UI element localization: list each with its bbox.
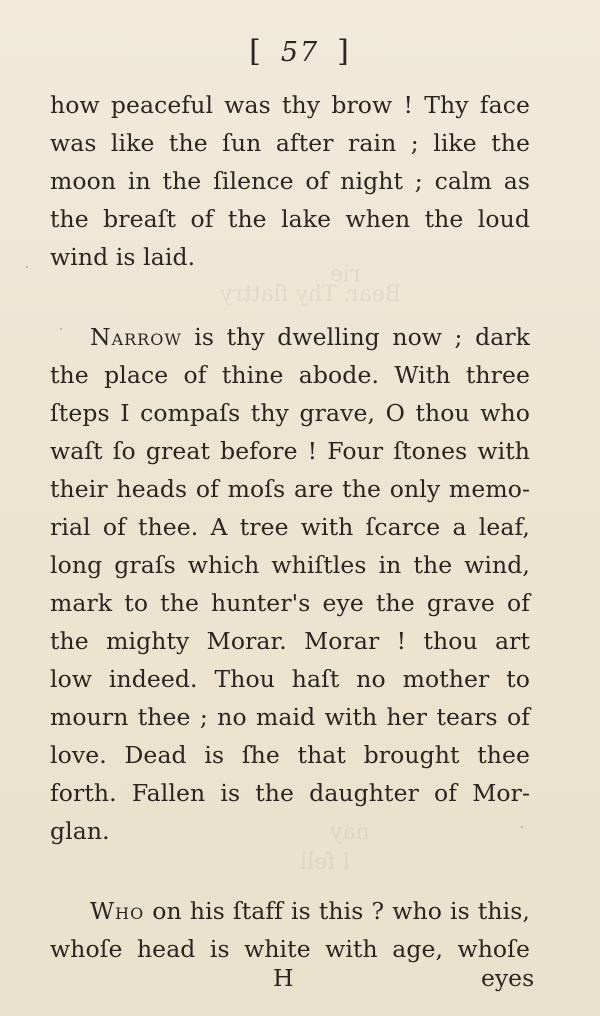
text-line: long graſs which whiſtles in the wind, — [50, 551, 530, 579]
running-head — [0, 34, 600, 69]
text-line: waſt ſo great before ! Four ſtones with — [50, 437, 530, 465]
text-line: wind is laid. — [50, 243, 196, 271]
text-line: mark to the hunter's eye the grave of — [50, 589, 530, 617]
text-line: forth. Fallen is the daughter of Mor- — [50, 779, 530, 807]
text-line: was like the ſun after rain ; like the — [50, 129, 530, 157]
drop-smallcaps: Who — [90, 897, 145, 925]
page-footer — [0, 964, 600, 998]
lead-text: on his ſtaff is this ? who is this, — [144, 897, 530, 925]
book-page: rie Bear. Thy flattry nay I fell [ 57 ] how peaceful was thy brow ! Thy face was like the ſun after rain ; like the moon in the ſilence of night ; calm as the breaſt of the lake when the loud wind is laid. Narrow is thy dwelling now ; dark the place of thine abode. With three ſteps I compaſs thy grave, O thou who waſt ſo great before ! Four ſtones with their heads of moſs are the only memo- rial of thee. A tree with ſcarce a leaf, long graſs which whiſtles in the wind, mark to the hunter's eye the grave of the mighty Morar. Morar ! thou art low indeed. Thou haſt no mother to mourn thee ; no maid with her tears of love. Dead is ſhe that brought thee forth. Fallen is the daughter of Mor- glan. Who on his ſtaff is this ? who is this, whoſe head is white with age, whoſe H eyes — [0, 0, 600, 1016]
text-line: love. Dead is ſhe that brought thee — [50, 741, 530, 769]
signature-mark: H — [273, 964, 294, 992]
left-bracket: [ — [249, 34, 263, 69]
text-line: whoſe head is white with age, whoſe — [50, 935, 530, 963]
paragraph-2 — [50, 318, 530, 850]
text-line — [50, 318, 530, 356]
paragraph-1 — [50, 86, 530, 276]
text-line: the breaſt of the lake when the loud — [50, 205, 530, 233]
text-line — [50, 892, 530, 930]
lead-text: is thy dwelling now ; dark — [181, 323, 530, 351]
catchword: eyes — [481, 964, 535, 992]
text-line: low indeed. Thou haſt no mother to — [50, 665, 530, 693]
text-line: the place of thine abode. With three — [50, 361, 530, 389]
text-line: ſteps I compaſs thy grave, O thou who — [50, 399, 530, 427]
text-line: their heads of moſs are the only memo- — [50, 475, 530, 503]
text-line: mourn thee ; no maid with her tears of — [50, 703, 530, 731]
text-line: rial of thee. A tree with ſcarce a leaf, — [50, 513, 530, 541]
text-line: moon in the ſilence of night ; calm as — [50, 167, 530, 195]
text-line: how peaceful was thy brow ! Thy face — [50, 91, 530, 119]
text-block — [50, 86, 530, 968]
drop-smallcaps: Narrow — [90, 323, 182, 351]
text-line: the mighty Morar. Morar ! thou art — [50, 627, 530, 655]
text-line: glan. — [50, 817, 110, 845]
paragraph-3 — [50, 892, 530, 968]
page-number: 57 — [280, 37, 320, 68]
right-bracket: ] — [337, 34, 351, 69]
